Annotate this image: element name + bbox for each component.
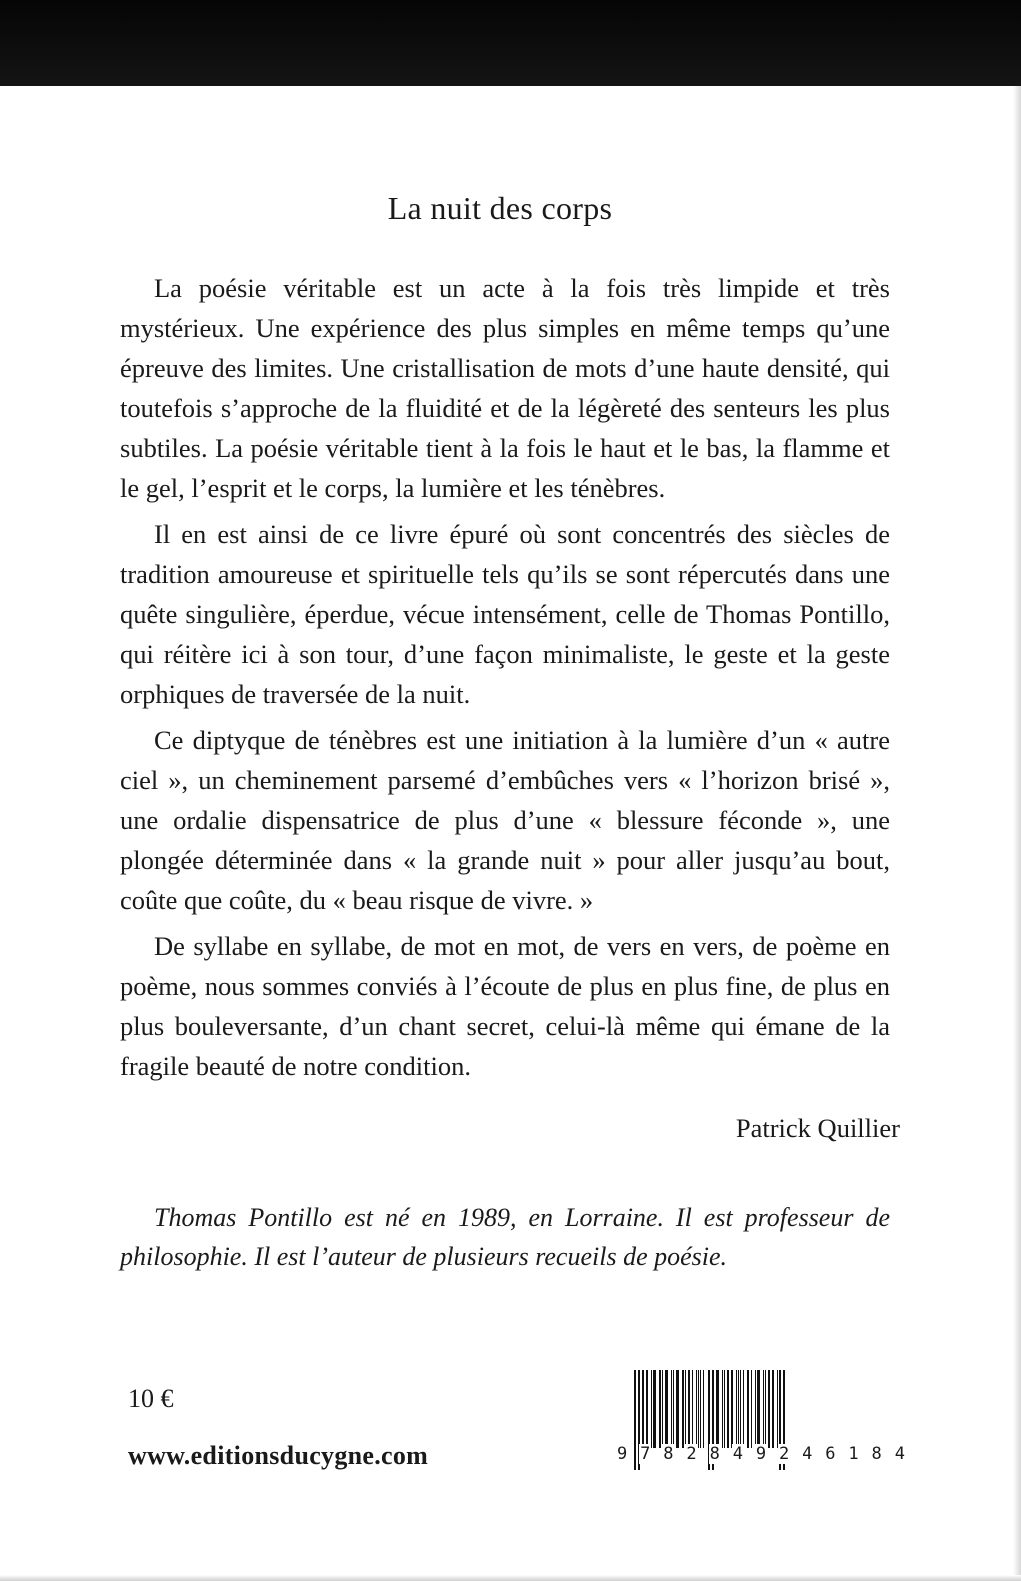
barcode-digit: 2 [686, 1444, 697, 1464]
barcode-bar [722, 1370, 723, 1448]
barcode-bar [751, 1370, 752, 1448]
blurb-paragraph-2: Il en est ainsi de ce livre épuré où sont concentrés des siècles de tradition amoureuse et spirituelle tels qu’ils se sont répercutés dans une quête singulière, éperdue, vécue intensément, celle de Thomas Pontillo, qui réitère ici à son tour, d’une façon minimaliste, le geste et la geste orphiques de traversée de la nuit. [120, 519, 890, 709]
barcode-digit: 8 [663, 1444, 674, 1464]
publisher-website: www.editionsducygne.com [128, 1441, 429, 1470]
barcode-bar [651, 1370, 652, 1448]
barcode-bar [763, 1370, 764, 1448]
barcode-bar [700, 1370, 701, 1448]
barcode-digit: 6 [825, 1444, 836, 1464]
cover-bottom-edge [0, 1575, 1021, 1581]
barcode-bar [696, 1370, 697, 1448]
barcode-bar [724, 1370, 725, 1448]
barcode-digit: 4 [802, 1444, 813, 1464]
barcode-digits [616, 1444, 906, 1464]
barcode-bar [747, 1370, 749, 1448]
barcode-bar [716, 1370, 719, 1448]
barcode-bar [671, 1370, 672, 1448]
barcode-bar [772, 1370, 774, 1448]
barcode-bar [765, 1370, 766, 1448]
barcode-digit: 9 [617, 1444, 628, 1464]
barcode-bar [743, 1370, 744, 1448]
cover-top-band [0, 0, 1021, 86]
barcode-bar [768, 1370, 770, 1448]
barcode-bar [777, 1370, 778, 1448]
barcode-bar [740, 1370, 741, 1448]
barcode-bar [646, 1370, 648, 1448]
barcode-digit: 2 [778, 1444, 790, 1464]
price: 10 € [128, 1384, 174, 1413]
barcode-bar [642, 1370, 644, 1448]
barcode-bar [757, 1370, 760, 1448]
barcode-bar [698, 1370, 699, 1448]
blurb-paragraph-4: De syllabe en syllabe, de mot en mot, de vers en vers, de poème en poème, nous sommes conviés à l’écoute de plus en plus fine, de plus en plus bouleversante, d’un chant secret, celui-là même qui émane de la fragile beauté de notre condition. [120, 931, 890, 1081]
barcode-bar [665, 1370, 668, 1448]
barcode-digit: 8 [871, 1444, 882, 1464]
barcode-bar [755, 1370, 756, 1448]
barcode-bar [662, 1370, 663, 1448]
author-bio [120, 1198, 890, 1276]
barcode-bar [727, 1370, 729, 1448]
barcode-bar [738, 1370, 739, 1448]
blurb-paragraph-3: Ce diptyque de ténèbres est une initiation à la lumière d’un « autre ciel », un cheminement parsemé d’embûches vers « l’horizon brisé », une ordalie dispensatrice de plus d’une « blessure féconde », une plongée déterminée dans « la grande nuit » pour aller jusqu’au bout, coûte que coûte, du « beau risque de vivre. » [120, 725, 890, 915]
barcode-bar [673, 1370, 674, 1448]
barcode-bar [692, 1370, 693, 1448]
book-title: La nuit des corps [387, 190, 613, 226]
barcode-bar [682, 1370, 684, 1448]
barcode-bar [659, 1370, 661, 1448]
barcode-digit: 1 [848, 1444, 859, 1464]
barcode-bar [731, 1370, 733, 1448]
barcode-bar [703, 1370, 704, 1448]
blurb-paragraph-1: La poésie véritable est un acte à la fois très limpide et très mystérieux. Une expérience des plus simples en même temps qu’une épreuve des limites. Une cristallisation de mots d’une haute densité, qui toutefois s’approche de la fluidité et de la légèreté des senteurs les plus subtiles. La poésie véritable tient à la fois le haut et le bas, la flamme et le gel, l’esprit et le corps, la lumière et les ténèbres. [120, 273, 890, 503]
barcode-bar [685, 1370, 686, 1448]
barcode-digit: 4 [894, 1444, 905, 1464]
barcode-digit: 7 [640, 1444, 651, 1464]
barcode-bar [676, 1370, 679, 1448]
author-bio-text: Thomas Pontillo est né en 1989, en Lorraine. Il est professeur de philosophie. Il est l’auteur de plusieurs recueils de poésie. [120, 1203, 890, 1271]
barcode-bar [653, 1370, 656, 1448]
barcode-bar [688, 1370, 690, 1448]
barcode-digit: 8 [709, 1444, 720, 1464]
barcode-bar [736, 1370, 737, 1448]
barcode-digit: 9 [755, 1444, 767, 1464]
barcode-digit: 4 [732, 1444, 743, 1464]
cover-right-edge [1013, 86, 1021, 1581]
blurb-signature: Patrick Quillier [735, 1113, 900, 1143]
blurb [120, 268, 890, 1092]
